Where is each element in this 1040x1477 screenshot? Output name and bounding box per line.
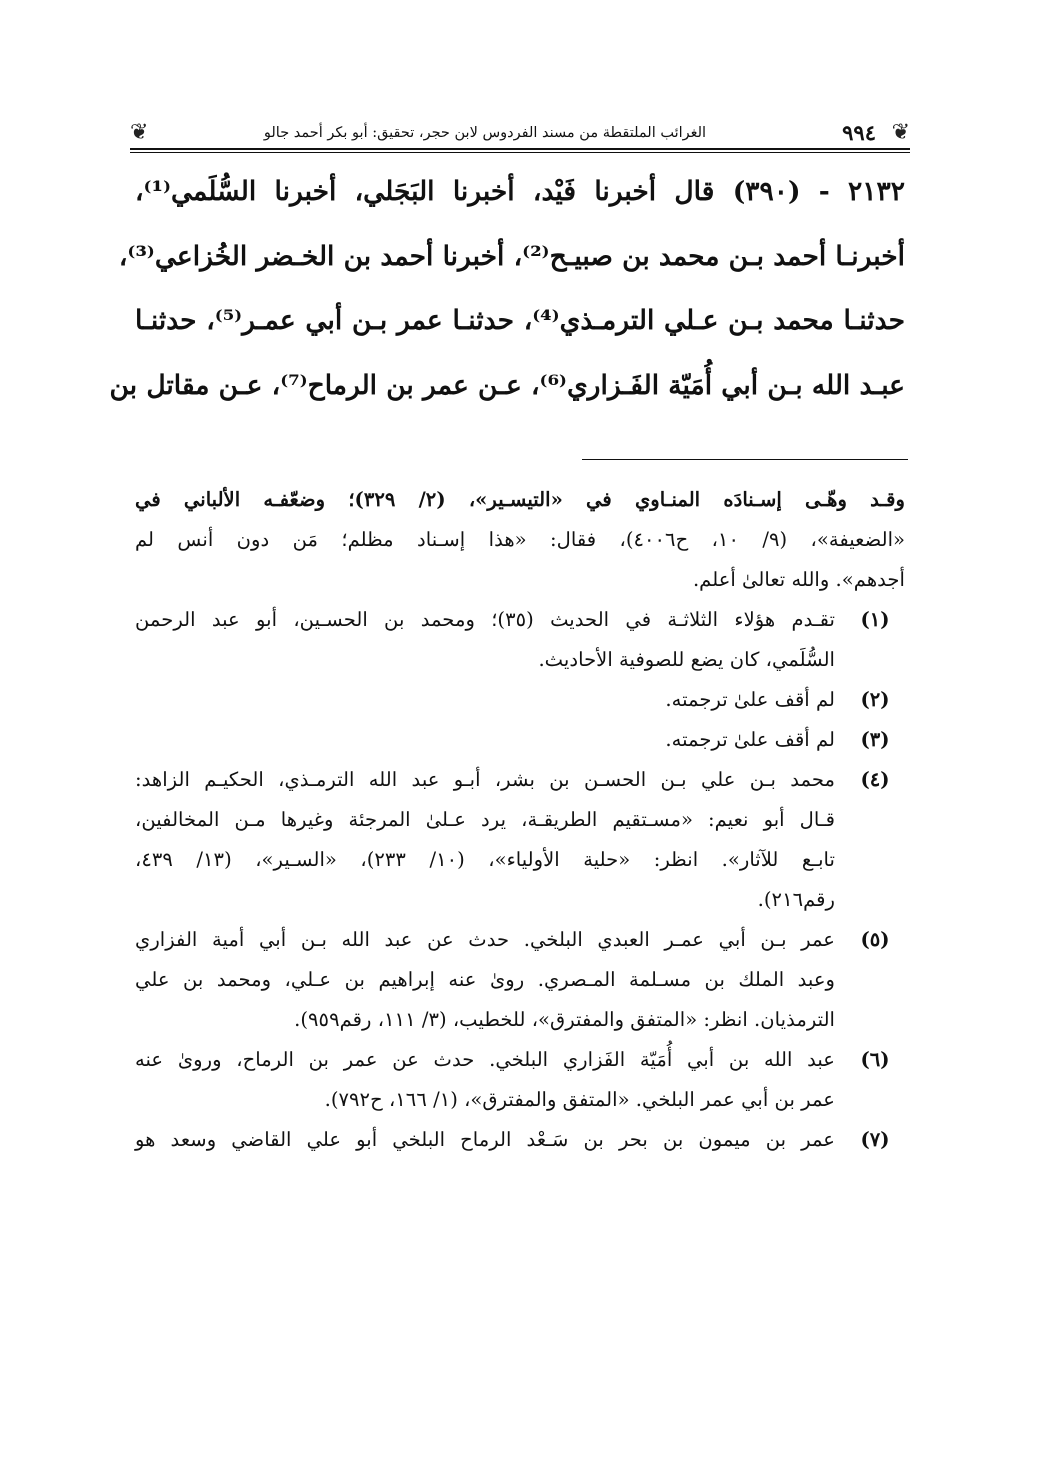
footnote-divider xyxy=(582,459,908,460)
header-ornament-right-icon: ❦ xyxy=(891,120,910,145)
footnote-line: لم أقف علىٰ ترجمته. xyxy=(665,728,835,751)
footnote-number: (٤) xyxy=(860,768,890,791)
footnote-line: عمر بن أبي عمر البلخي. «المتفق والمفترق»، (١/ ١٦٦، ح٧٩٢). xyxy=(324,1088,835,1111)
footnote-number: (٢) xyxy=(860,688,890,711)
footnote-line: تابـع للآثار». انظر: «حلية الأولياء»، (١٠/ ٢٣٣)، «السـير»، (١٣/ ٤٣٩، xyxy=(135,848,835,871)
footnote-line: أجدهم». والله تعالىٰ أعلم. xyxy=(692,568,905,591)
footnote-7 xyxy=(135,1120,905,1160)
footnote-line: عمر بـن أبي عمـر العبدي البلخي. حدث عن عبد الله بـن أبي أمية الفزاري xyxy=(135,928,835,951)
footnote-number: (١) xyxy=(860,608,890,631)
footnote-line: تقـدم هؤلاء الثلاثـة في الحديث (٣٥)؛ ومحمد بن الحسـين، أبو عبد الرحمن xyxy=(135,608,836,631)
footnotes xyxy=(135,480,905,1160)
hadith-line: حدثنـا محمد بـن عـلي الترمـذي⁽⁴⁾، حدثنـا عمر بـن أبي عمـر⁽⁵⁾، حدثنـا xyxy=(135,305,905,336)
page-number: ٩٩٤ xyxy=(842,120,876,145)
footnote-line: رقم٢١٦). xyxy=(757,888,835,911)
footnote-line: محمد بـن علي بـن الحسـن بن بشر، أبـو عبد الله الترمـذي، الحكيـم الزاهد: xyxy=(135,768,835,791)
footnote-line: عبد الله بن أبي أُمَيّة الفَزاري البلخي. حدث عن عمر بن الرماح، وروىٰ عنه xyxy=(135,1048,835,1071)
footnote-number: (٣) xyxy=(860,728,890,751)
running-title: الغرائب الملتقطة من مسند الفردوس لابن حجر، تحقيق: أبو بكر أحمد جالو xyxy=(263,125,707,141)
header-rule xyxy=(130,148,910,153)
footnote-line: وقـد وهّـى إسـنادَه المنـاوي في «التيسـير»، (٢/ ٣٢٩)؛ وضعّفـه الألباني في xyxy=(135,488,905,511)
footnote-line: الترمذيان. انظر: «المتفق والمفترق»، للخطيب، (٣/ ١١١، رقم٩٥٩). xyxy=(294,1008,835,1031)
footnote-3 xyxy=(135,720,905,760)
footnote-line: «الضعيفة»، (٩/ ١٠، ح٤٠٠٦)، فقال: «هذا إسـناد مظلم؛ مَن دون أنس لم xyxy=(135,528,905,551)
footnote-6 xyxy=(135,1040,905,1120)
footnote-line: وعبد الملك بن مسـلمة المـصري. روىٰ عنه إبراهيم بن عـلي، ومحمد بن علي xyxy=(135,968,835,991)
footnote-4 xyxy=(135,760,905,920)
header-ornament-left-icon: ❦ xyxy=(130,120,149,145)
footnote-number: (٦) xyxy=(860,1048,890,1071)
footnote-number: (٧) xyxy=(860,1128,890,1151)
footnote-1 xyxy=(135,600,905,680)
hadith-line: ٢١٣٢ - (٣٩٠) قال أخبرنا فَيْد، أخبرنا البَجَلي، أخبرنا السُّلَمي⁽¹⁾، xyxy=(135,176,905,207)
footnote-number: (٥) xyxy=(860,928,890,951)
running-header xyxy=(130,118,910,148)
footnote-line: عمر بن ميمون بن بحر بن سَـعْد الرماح البلخي أبو علي القاضي وسعد هو xyxy=(135,1128,835,1151)
footnote-line: لم أقف علىٰ ترجمته. xyxy=(665,688,835,711)
footnote-5 xyxy=(135,920,905,1040)
hadith-line: أخبرنـا أحمد بـن محمد بن صبيـح⁽²⁾، أخبرنا أحمد بن الخـضر الخُزاعي⁽³⁾، xyxy=(118,240,905,272)
hadith-line: عبـد الله بـن أبي أُمَيّة الفَـزاري⁽⁶⁾، عـن عمر بن الرماح⁽⁷⁾، عـن مقاتل بن xyxy=(109,369,905,401)
footnote-continuation xyxy=(135,480,905,600)
footnote-line: قـال أبو نعيم: «مسـتقيم الطريقـة، يرد عـلىٰ المرجئة وغيرها مـن المخالفين، xyxy=(135,808,835,831)
footnote-2 xyxy=(135,680,905,720)
hadith-text xyxy=(109,160,905,418)
footnote-line: السُّلَمي، كان يضع للصوفية الأحاديث. xyxy=(538,648,835,671)
